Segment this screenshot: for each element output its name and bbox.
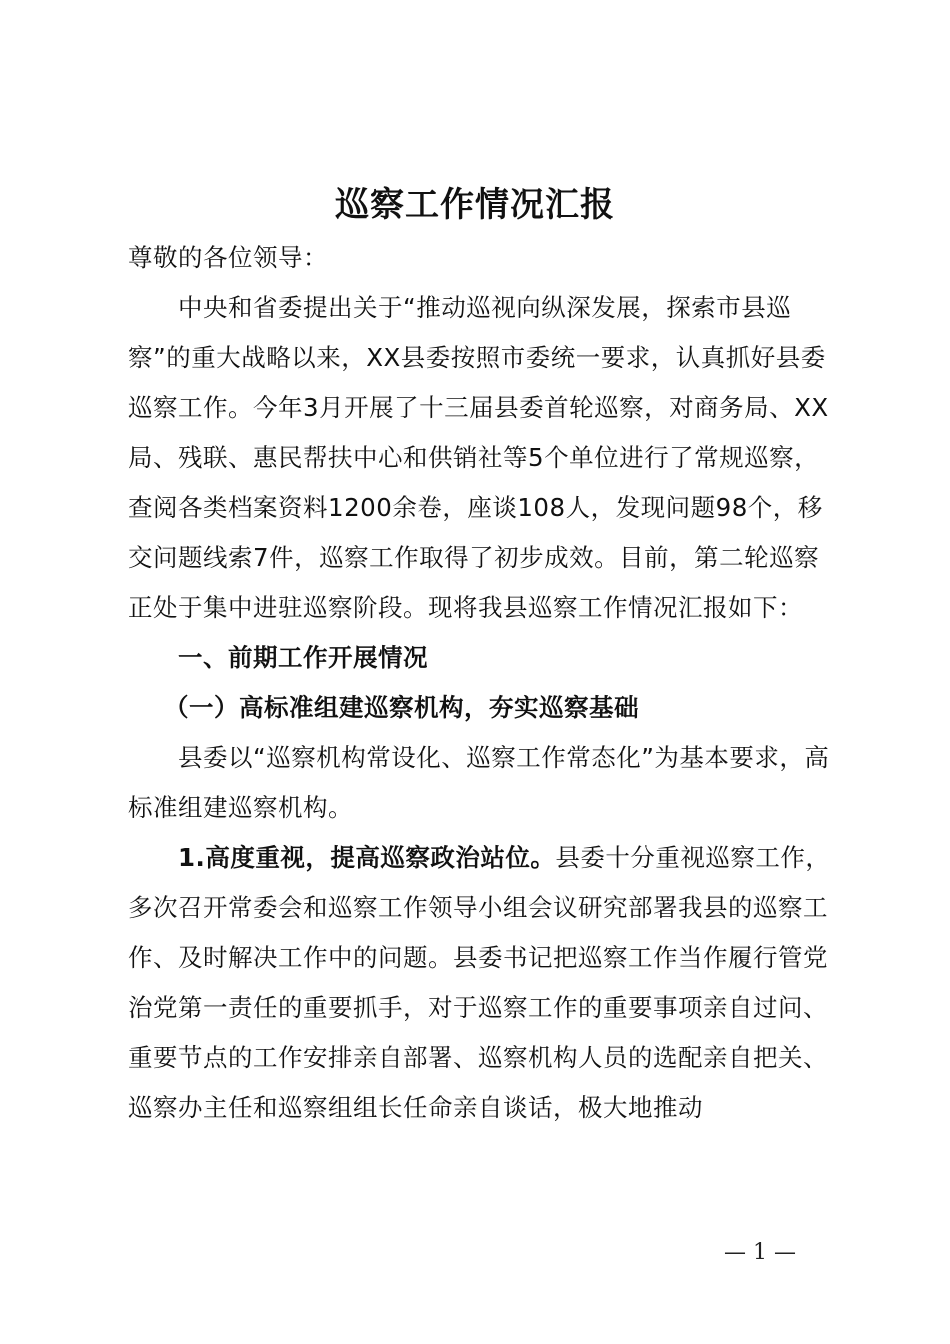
item-lead: 1.高度重视，提高巡察政治站位。 [178, 843, 556, 872]
salutation: 尊敬的各位领导： [128, 243, 328, 272]
document-title: 巡察工作情况汇报 [335, 185, 615, 225]
item-text: 县委十分重视巡察工作，多次召开常委会和巡察工作领导小组会议研究部署我县的巡察工作、及时解决工作中的问题。县委书记把巡察工作当作履行管党治党第一责任的重要抓手，对于巡察工作的重要事项亲自过问、重要节点的工作安排亲自部署、巡察机构人员的选配亲自把关、巡察办主任和巡察组组长任命亲自谈话，极大地推动 [128, 843, 831, 1122]
intro-paragraph: 中央和省委提出关于“推动巡视向纵深发展，探索市县巡察”的重大战略以来，XX县委按照市委统一要求，认真抓好县委巡察工作。今年3月开展了十三届县委首轮巡察，对商务局、XX局、残联、惠民帮扶中心和供销社等5个单位进行了常规巡察，查阅各类档案资料1200余卷，座谈108人，发现问题98个，移交问题线索7件，巡察工作取得了初步成效。目前，第二轮巡察正处于集中进驻巡察阶段。现将我县巡察工作情况汇报如下： [128, 293, 829, 622]
subsection-paragraph: 县委以“巡察机构常设化、巡察工作常态化”为基本要求，高标准组建巡察机构。 [128, 743, 830, 822]
section-heading: 一、前期工作开展情况 [178, 643, 428, 672]
item-paragraph [128, 833, 838, 1133]
document-body [128, 233, 838, 1133]
page-number: — 1 — [724, 1240, 796, 1265]
subsection-heading: （一）高标准组建巡察机构，夯实巡察基础 [164, 693, 639, 722]
